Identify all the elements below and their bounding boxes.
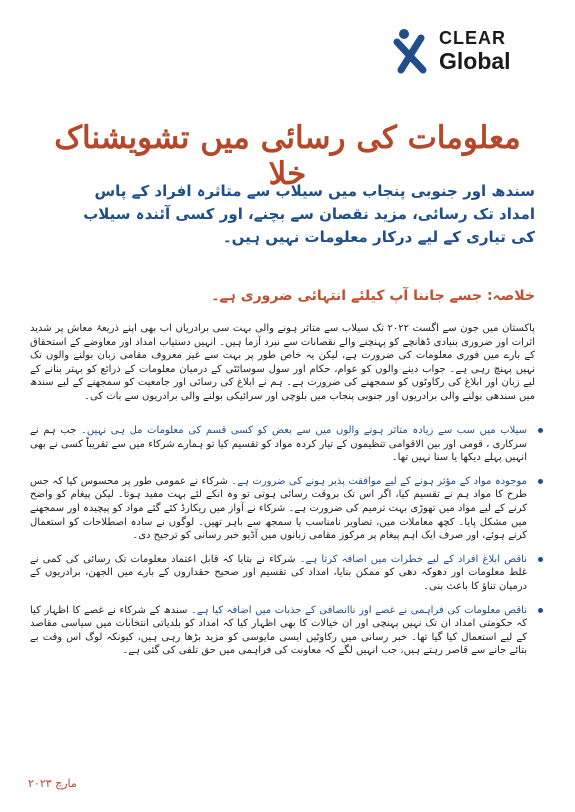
bullet-icon xyxy=(538,557,543,562)
finding-item xyxy=(30,475,545,543)
finding-body: شرکاء نے بتایا کہ قابل اعتماد معلومات تک رسائی کی کمی نے غلط معلومات اور دھوکہ دھی کو ممکن بنایا، امداد کی تقسیم اور صحیح حقداروں کے بارے میں الجھن، برادریوں کے درمیان تناؤ کا باعث بنی۔ xyxy=(30,553,527,592)
finding-item xyxy=(30,604,545,658)
finding-lead: ناقص معلومات کی فراہمی نے غصے اور ناانصافی کے جذبات میں اضافہ کیا ہے۔ xyxy=(190,604,528,616)
person-icon xyxy=(393,28,429,74)
publication-date: مارچ ۲۰۲۳ xyxy=(28,777,77,790)
logo-text-clear: CLEAR xyxy=(439,28,506,48)
finding-body: جب ہم نے سرکاری ، قومی اور بین الاقوامی تنظیموں کے تیار کردہ مواد کو تقسیم کیا تو ہمارے شرکاء میں سے تقریباً کسی نے بھی انہیں پہلے دیکھا یا سنا نہیں تھا۔ xyxy=(30,425,527,464)
bullet-icon xyxy=(538,479,543,484)
finding-body: سندھ کے شرکاء نے غصے کا اظہار کیا کہ حکومتی امداد ان تک نہیں پہنچی اور ان خیالات کا بھی اظہار کیا کہ امداد کو بلدیاتی انتخابات میں سیاسی مقاصد کے لیے استعمال کیا گیا تھا۔ خبر رسانی میں رکاوٹیں ایسی مایوسی کو مزید بڑھا رہی ہیں، کیونکہ لوگ اس وقت بے بتائے جانے سے قاصر رہتے ہیں، جب انہیں لگے کہ معاونت کی فراہمی میں حق تلفی کی گئی ہے۔ xyxy=(30,604,527,657)
intro-paragraph: پاکستان میں جون سے اگست ۲۰۲۲ تک سیلاب سے متاثر ہونے والی بہت سی برادریاں اب بھی اپنے ذریعۂ معاش پر شدید اثرات اور ضروری بنیادی ڈھانچے کو پہنچنے والے نقصانات سے نبرد آزما ہیں۔ انہیں دستیاب امداد اور معاوضے کے استحقاق کے بارے میں فوری معلومات کی ضرورت ہے، لیکن یہ خاص طور پر بہت سے غیر معروف مقامی زبان بولنے والوں تک نہیں پہنچ رہی ہے۔ جواب دینے والوں کو عوام، حکام اور سول سوسائٹی کے درمیان معلومات کے ذرائع کو بہتر بنانے کے لیے زبان اور ابلاغ کی رکاوٹوں کو سمجھنے کی ضرورت ہے۔ ہم نے ابلاغ کی رسائی اور جامعیت کو سمجھنے کے لیے سندھ میں سندھی بولنے والی برادریوں اور جنوبی پنجاب میں بلوچی اور سرائیکی بولنے والی برادریوں سے بات کی۔ xyxy=(30,323,535,402)
finding-lead: ناقص ابلاغ افراد کے لیے خطرات میں اضافہ کرتا ہے۔ xyxy=(299,553,527,565)
summary-heading: خلاصہ: جسے جاننا آپ کیلئے انتہائی ضروری ہے۔ xyxy=(211,288,535,304)
clear-global-logo xyxy=(393,26,543,78)
page-subtitle: سندھ اور جنوبی پنجاب میں سیلاب سے متاثرہ افراد کے پاس امداد تک رسائی، مزید نقصان سے بچنے، اور کسی آئندہ سیلاب کی تیاری کے لیے درکار معلومات نہیں ہیں۔ xyxy=(83,182,535,246)
bullet-icon xyxy=(538,428,543,433)
key-findings-list xyxy=(30,424,545,668)
bullet-icon xyxy=(538,608,543,613)
page-title: معلومات کی رسائی میں تشویشناک خلا xyxy=(54,120,521,192)
finding-body: شرکاء نے عمومی طور پر محسوس کیا کہ جس طرح کا مواد ہم نے تقسیم کیا، اگر اس تک بروقت رسائی ہوتی تو وہ انکے لئے بہت مفید ہوتا۔ لیکن پیغام کو واضح کرنے کے لیے مواد میں تھوڑی بہت ترمیم کی ضرورت ہے۔ شرکاء نے آواز میں ریکارڈ کئے گئے مواد کو پیچیدہ اور سمجھنے میں مشکل پایا۔ کچھ معاملات میں، تصاویر نامناسب یا سمجھ سے باہر تھیں۔ لوگوں نے سادہ اصطلاحات کو استعمال کرنے ہوئے، اور صرف ایک اہم پیغام پر مرکوز مقامی زبانوں میں آڈیو خبر رسانی کو ترجیح دی۔ xyxy=(30,475,527,542)
finding-lead: موجودہ مواد کے مؤثر ہونے کے لیے موافقت پذیر ہونے کی ضرورت ہے۔ xyxy=(231,475,528,487)
finding-item xyxy=(30,553,545,594)
finding-lead: سیلاب میں سب سے زیادہ متاثر ہونے والوں میں سے بعض کو کسی قسم کی معلومات مل ہی نہیں۔ xyxy=(81,425,528,436)
logo-text-global: Global xyxy=(439,48,511,74)
finding-item xyxy=(30,424,545,465)
